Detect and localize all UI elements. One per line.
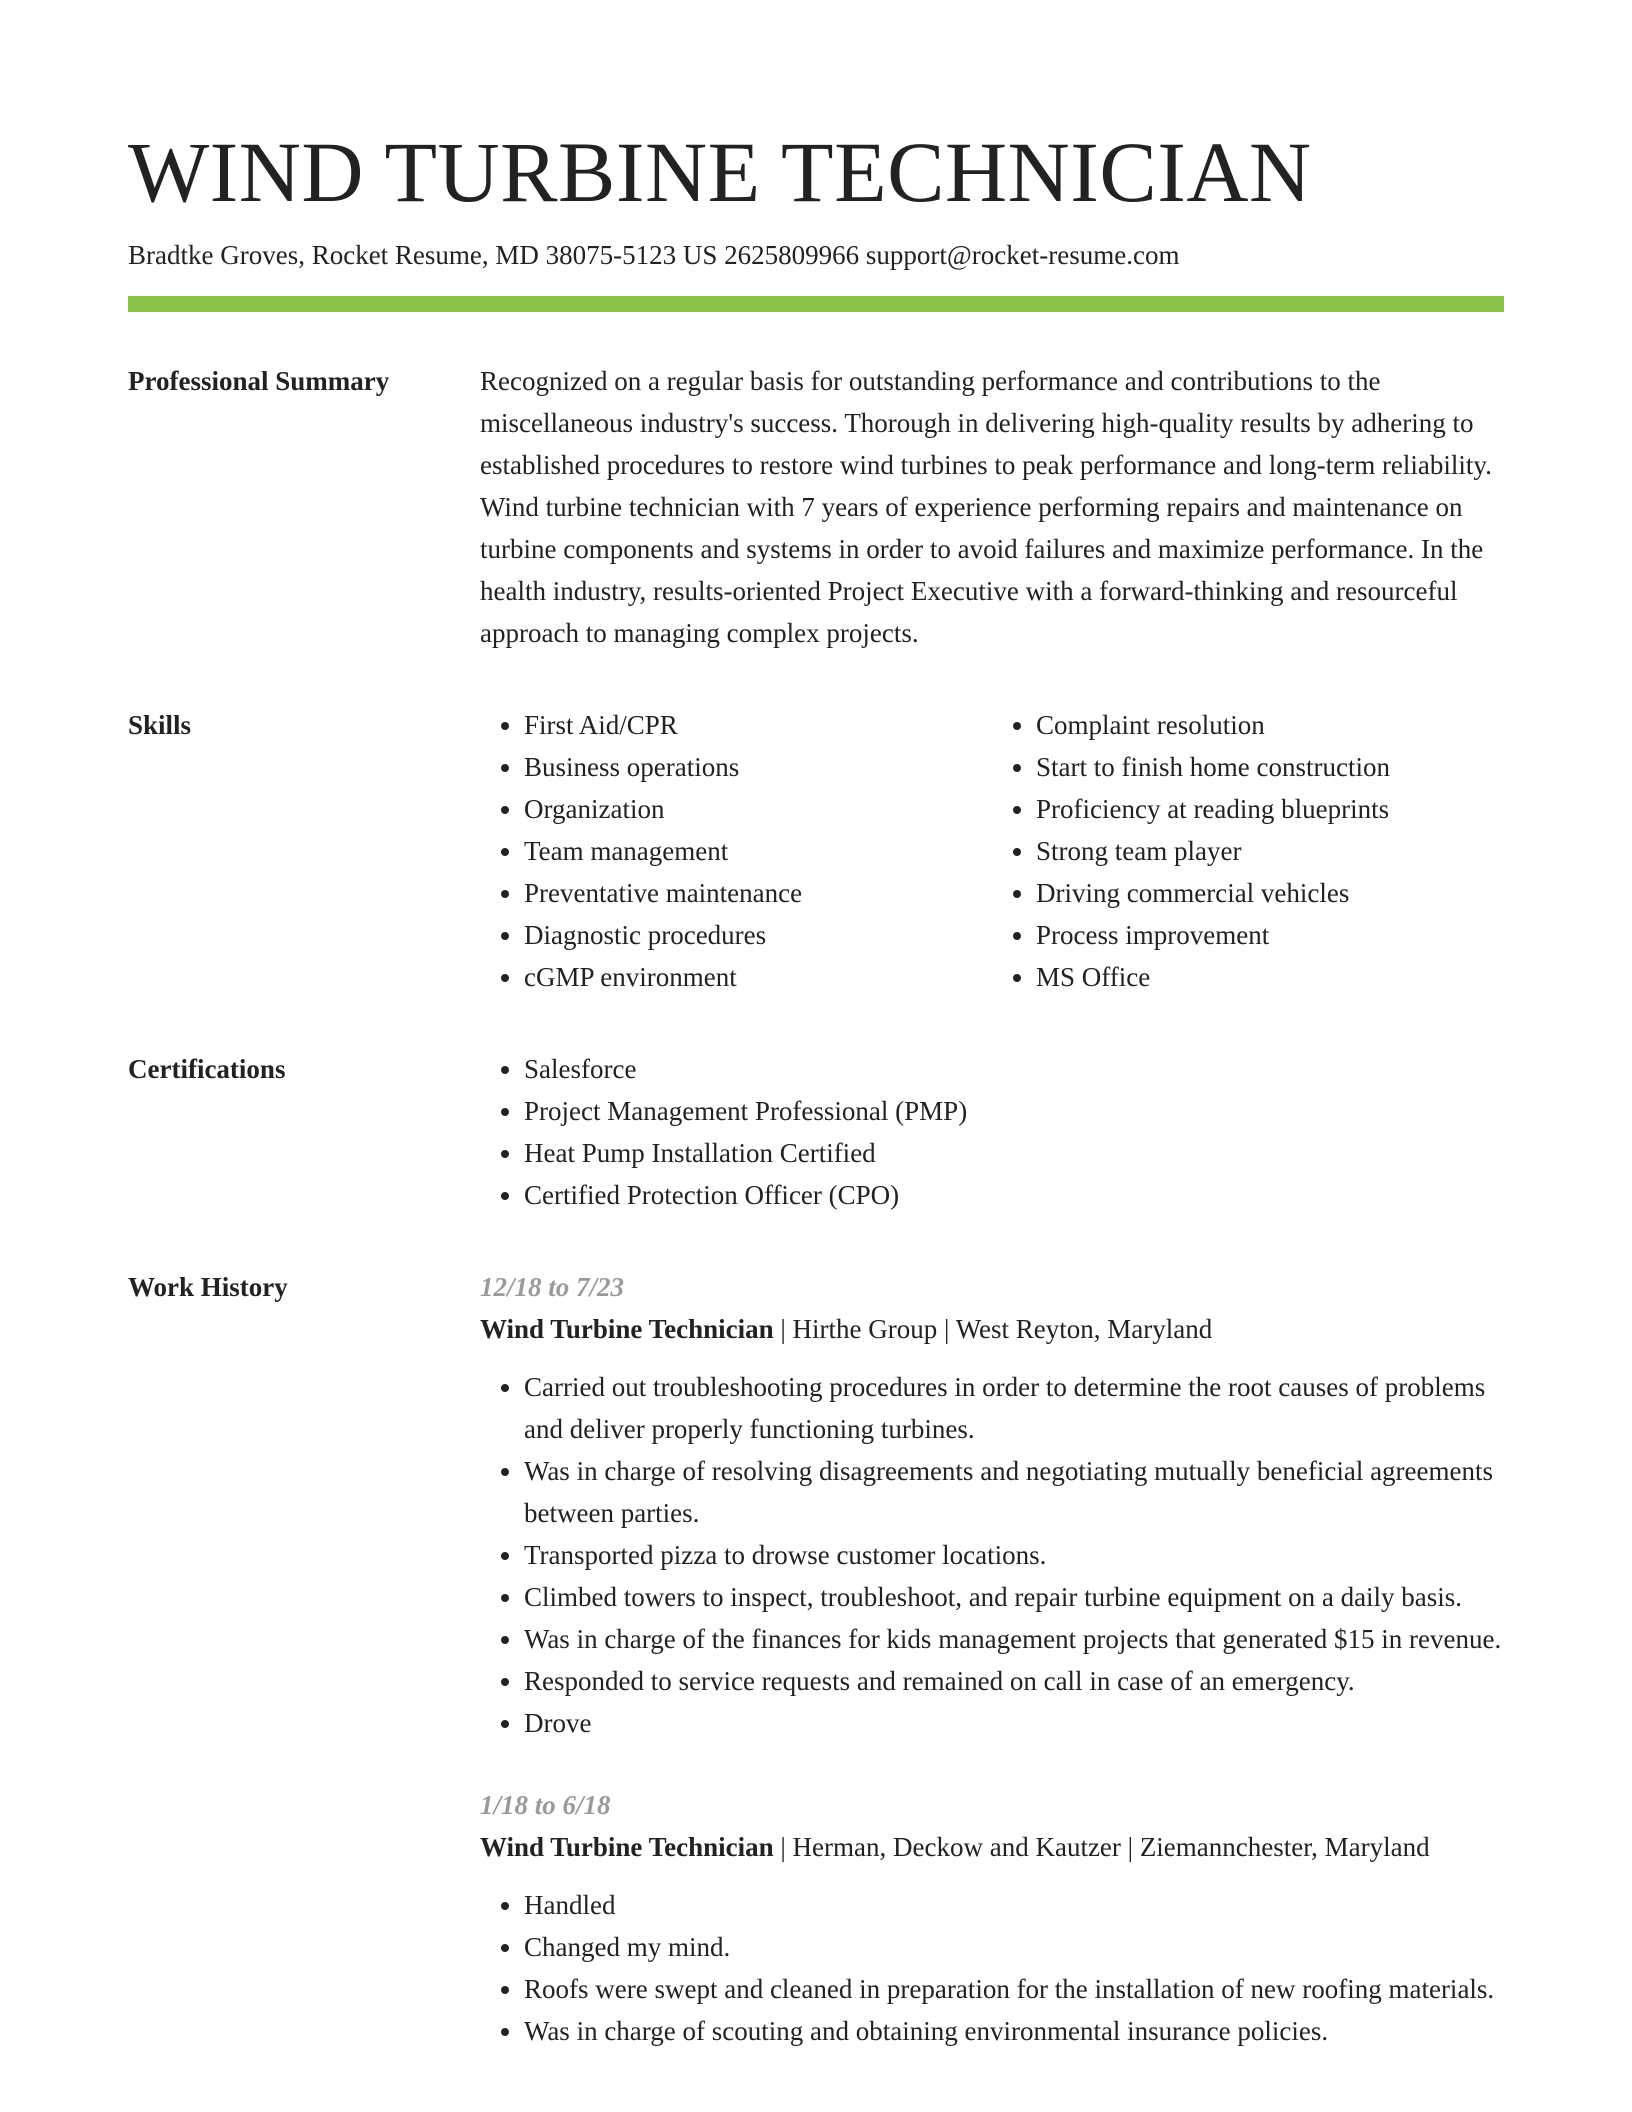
certifications-label: Certifications	[128, 1054, 286, 1084]
job-dates: 1/18 to 6/18	[480, 1790, 611, 1820]
job-duty-item: • Roofs were swept and cleaned in preparation for the installation of new roofing materials.	[524, 1968, 1504, 2010]
contact-line: Bradtke Groves, Rocket Resume, MD 38075-5123 US 2625809966 support@rocket-resume.com	[128, 240, 1180, 270]
job-title: Wind Turbine Technician	[480, 1314, 774, 1344]
skills-label: Skills	[128, 710, 192, 740]
header-divider	[128, 296, 1504, 312]
job-entry	[480, 1784, 1504, 2052]
job-duty-item: • Drove	[524, 1702, 1504, 1744]
certification-item: • Salesforce	[524, 1048, 1504, 1090]
job-title-line	[480, 1308, 1504, 1350]
skill-item: • Business operations	[524, 746, 992, 788]
certification-item: • Project Management Professional (PMP)	[524, 1090, 1504, 1132]
resume-page	[128, 118, 1504, 2052]
job-duty-item: • Responded to service requests and remained on call in case of an emergency.	[524, 1660, 1504, 1702]
skill-item: • Complaint resolution	[1036, 704, 1504, 746]
skill-item: • MS Office	[1036, 956, 1504, 998]
skill-item: • Strong team player	[1036, 830, 1504, 872]
job-duty-item: • Handled	[524, 1884, 1504, 1926]
work-history-label: Work History	[128, 1272, 288, 1302]
skills-list-left	[480, 704, 992, 998]
skill-item: • Process improvement	[1036, 914, 1504, 956]
work-history-entries	[480, 1266, 1504, 2052]
skill-item: • Proficiency at reading blueprints	[1036, 788, 1504, 830]
summary-label: Professional Summary	[128, 366, 390, 396]
skill-item: • First Aid/CPR	[524, 704, 992, 746]
job-entry	[480, 1266, 1504, 1744]
job-title: Wind Turbine Technician	[480, 1832, 774, 1862]
skill-item: • Start to finish home construction	[1036, 746, 1504, 788]
certifications-section	[128, 1048, 1504, 1216]
certification-item: • Heat Pump Installation Certified	[524, 1132, 1504, 1174]
skill-item: • Team management	[524, 830, 992, 872]
skill-item: • Diagnostic procedures	[524, 914, 992, 956]
job-duty-item: • Changed my mind.	[524, 1926, 1504, 1968]
skills-list-right	[992, 704, 1504, 998]
skill-item: • Organization	[524, 788, 992, 830]
summary-text: Recognized on a regular basis for outstanding performance and contributions to the miscellaneous industry's success. Thorough in delivering high-quality results by adhering to established procedures to restore wind turbines to peak performance and long-term reliability. Wind turbine technician with 7 years of experience performing repairs and maintenance on turbine components and systems in order to avoid failures and maximize performance. In the health industry, results-oriented Project Executive with a forward-thinking and resourceful approach to managing complex projects.	[480, 366, 1492, 648]
skill-item: • Driving commercial vehicles	[1036, 872, 1504, 914]
job-duty-item: • Was in charge of resolving disagreements and negotiating mutually beneficial agreements between parties.	[524, 1450, 1504, 1534]
certification-item: • Certified Protection Officer (CPO)	[524, 1174, 1504, 1216]
skill-item: • cGMP environment	[524, 956, 992, 998]
job-employer-location: | Hirthe Group | West Reyton, Maryland	[773, 1314, 1213, 1344]
job-employer-location: | Herman, Deckow and Kautzer | Ziemannchester, Maryland	[773, 1832, 1430, 1862]
job-duties-list	[480, 1884, 1504, 2052]
job-duty-item: • Transported pizza to drowse customer locations.	[524, 1534, 1504, 1576]
resume-title: WIND TURBINE TECHNICIAN	[128, 124, 1312, 220]
job-duty-item: • Carried out troubleshooting procedures in order to determine the root causes of problems and deliver properly functioning turbines.	[524, 1366, 1504, 1450]
skill-item: • Preventative maintenance	[524, 872, 992, 914]
certifications-list	[480, 1048, 1504, 1216]
job-duty-item: • Was in charge of scouting and obtaining environmental insurance policies.	[524, 2010, 1504, 2052]
job-title-line	[480, 1826, 1504, 1868]
job-duties-list	[480, 1366, 1504, 1744]
work-history-section	[128, 1266, 1504, 2052]
skills-section	[128, 704, 1504, 998]
job-duty-item: • Climbed towers to inspect, troubleshoot, and repair turbine equipment on a daily basis.	[524, 1576, 1504, 1618]
job-dates: 12/18 to 7/23	[480, 1272, 625, 1302]
summary-section	[128, 360, 1504, 654]
job-duty-item: • Was in charge of the finances for kids management projects that generated $15 in revenue.	[524, 1618, 1504, 1660]
